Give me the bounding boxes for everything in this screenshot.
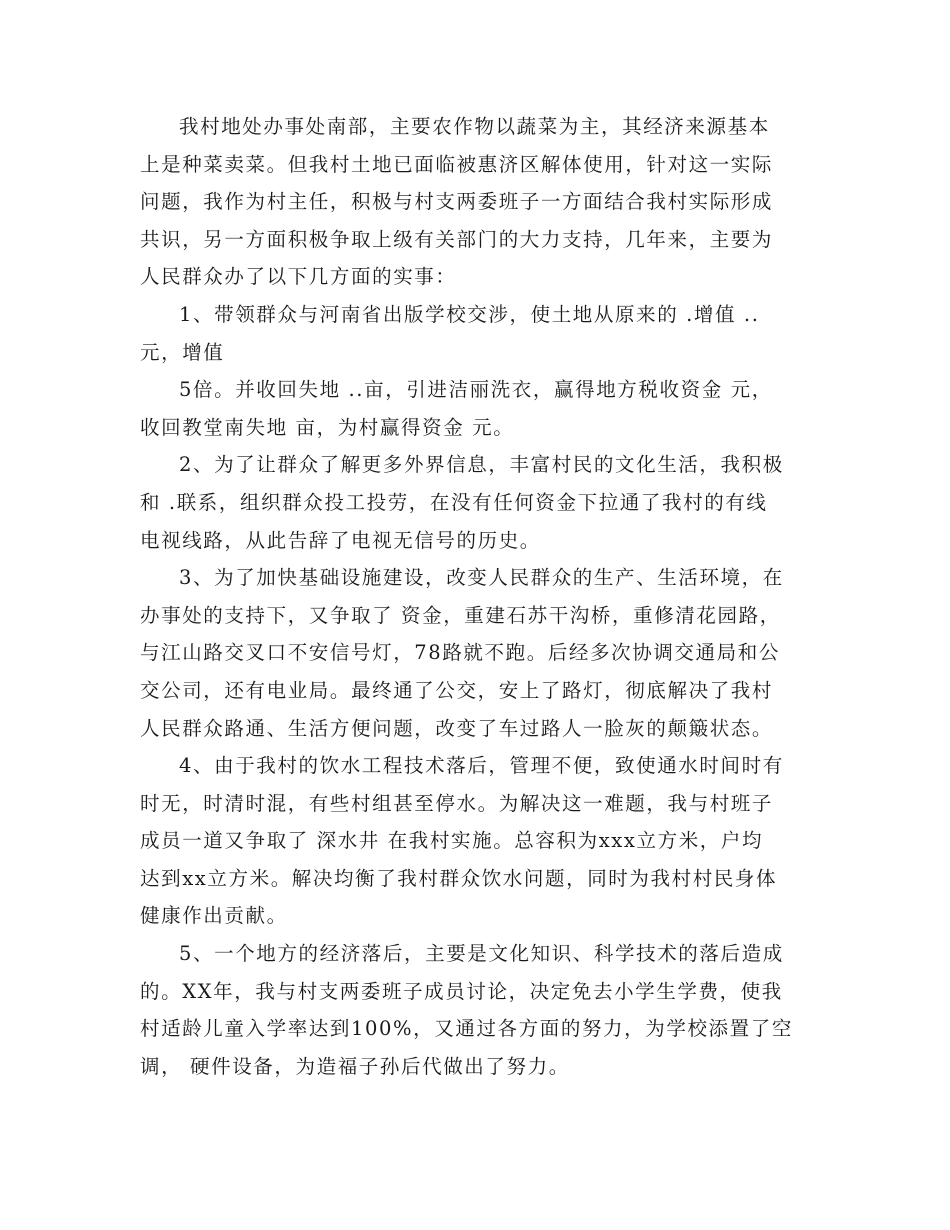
text-line: 人民群众路通、生活方便问题，改变了车过路人一脸灰的颠簸状态。 [140, 716, 774, 740]
text-line: 交公司，还有电业局。最终通了公交，安上了路灯，彻底解决了我村 [140, 678, 774, 702]
text-line: 1、带领群众与河南省出版学校交涉，使土地从原来的 .增值 .. [179, 302, 760, 326]
text-line: 的。XX年，我与村支两委班子成员讨论，决定免去小学生学费，使我 [140, 979, 783, 1003]
text-line: 3、为了加快基础设施建设，改变人民群众的生产、生活环境，在 [179, 566, 784, 590]
text-line: 共识，另一方面积极争取上级有关部门的大力支持，几年来，主要为 [140, 227, 774, 251]
text-line: 办事处的支持下，又争取了 资金，重建石苏干沟桥，重修清花园路， [140, 603, 781, 627]
text-line: 村适龄儿童入学率达到100%，又通过各方面的努力，为学校添置了空 [140, 1017, 793, 1041]
text-line: 人民群众办了以下几方面的实事： [140, 265, 457, 289]
text-line: 4、由于我村的饮水工程技术落后，管理不便，致使通水时间时有 [179, 754, 784, 778]
text-line: 健康作出贡献。 [140, 904, 288, 928]
paragraph-item-1 [140, 296, 812, 371]
text-line: 我村地处办事处南部，主要农作物以蔬菜为主，其经济来源基本 [179, 115, 770, 138]
text-line: 和 .联系，组织群众投工投劳，在没有任何资金下拉通了我村的有线 [140, 490, 768, 514]
paragraph-intro [140, 108, 812, 296]
text-line: 达到xx立方米。解决均衡了我村群众饮水问题，同时为我村村民身体 [140, 866, 778, 890]
text-line: 调， 硬件设备，为造福子孙后代做出了努力。 [140, 1054, 570, 1078]
text-line: 5、一个地方的经济落后，主要是文化知识、科学技术的落后造成 [179, 942, 784, 966]
paragraph-item-2 [140, 446, 812, 559]
text-line: 问题，我作为村主任，积极与村支两委班子一方面结合我村实际形成 [140, 190, 774, 214]
paragraph-item-5 [140, 935, 812, 1085]
paragraph-item-1-continued [140, 371, 812, 446]
text-line: 成员一道又争取了 深水井 在我村实施。总容积为xxx立方米，户均 [140, 829, 764, 853]
text-line: 2、为了让群众了解更多外界信息，丰富村民的文化生活，我积极 [179, 453, 784, 477]
document-body [140, 108, 812, 1085]
text-line: 时无，时清时混，有些村组甚至停水。为解决这一难题，我与村班子 [140, 791, 774, 815]
text-line: 电视线路，从此告辞了电视无信号的历史。 [140, 528, 541, 552]
text-line: 5倍。并收回失地 ..亩，引进洁丽洗衣，赢得地方税收资金 元， [179, 378, 773, 402]
text-line: 与江山路交叉口不安信号灯，78路就不跑。后经多次协调交通局和公 [140, 641, 780, 665]
paragraph-item-4 [140, 747, 812, 935]
paragraph-item-3 [140, 559, 812, 747]
text-line: 收回教堂南失地 亩，为村赢得资金 元。 [140, 415, 515, 439]
text-line: 元，增值 [140, 340, 225, 364]
text-line: 上是种菜卖菜。但我村土地已面临被惠济区解体使用，针对这一实际 [140, 152, 774, 176]
